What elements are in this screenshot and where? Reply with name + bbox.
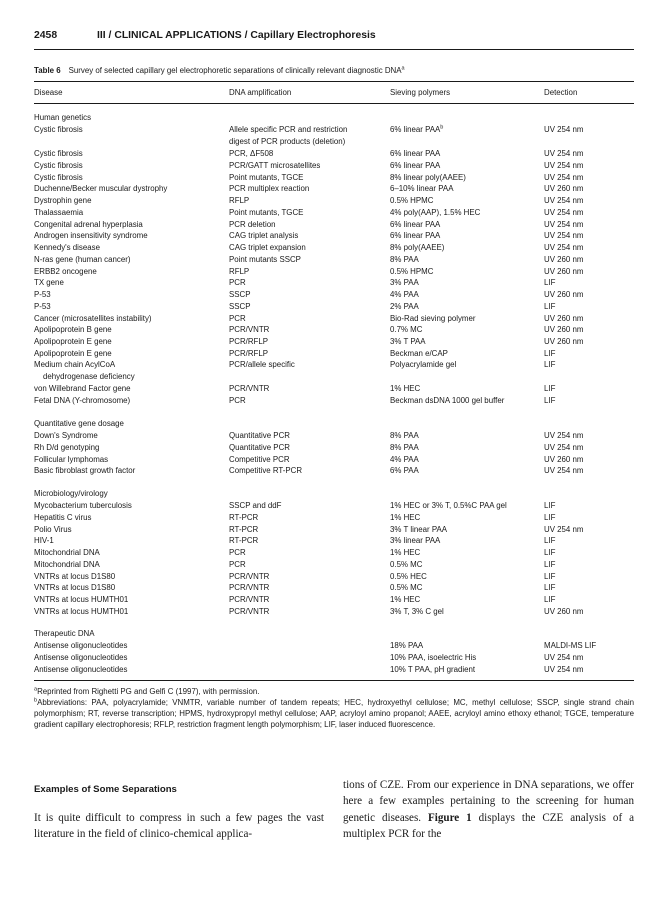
cell-amplification: Allele specific PCR and restriction bbox=[229, 125, 348, 134]
cell-disease: Apolipoprotein E gene bbox=[34, 337, 112, 346]
table-row bbox=[34, 652, 634, 663]
table-row bbox=[34, 442, 634, 453]
body-paragraph-right bbox=[343, 777, 634, 843]
cell-polymer: 6–10% linear PAA bbox=[390, 184, 454, 194]
cell-disease: N-ras gene (human cancer) bbox=[34, 254, 131, 264]
table-row bbox=[34, 606, 634, 617]
column-header-detection: Detection bbox=[544, 88, 578, 97]
cell-disease: Antisense oligonucleotides bbox=[34, 652, 128, 662]
cell-polymer: 18% PAA bbox=[390, 641, 424, 650]
table-row bbox=[34, 430, 634, 441]
cell-disease: Cystic fibrosis bbox=[34, 172, 83, 182]
cell-disease: Congenital adrenal hyperplasia bbox=[34, 219, 143, 229]
cell-amplification: PCR, ΔF508 bbox=[229, 149, 274, 158]
cell-polymer: 6% PAA bbox=[390, 466, 419, 476]
figure-reference-link[interactable]: Figure 1 bbox=[428, 811, 472, 824]
column-header-polymers: Sieving polymers bbox=[390, 88, 451, 97]
cell-detection: UV 260 nm bbox=[544, 184, 584, 194]
paragraph-text: displays the CZE analysis of a multiplex PCR for the bbox=[343, 811, 635, 841]
table-row bbox=[34, 359, 634, 370]
cell-detection: UV 254 nm bbox=[544, 231, 584, 241]
cell-detection: UV 254 nm bbox=[544, 207, 584, 217]
cell-polymer: 8% poly(AAEE) bbox=[390, 243, 445, 252]
cell-polymer: 1% HEC bbox=[390, 512, 421, 522]
caption-footnote-mark: a bbox=[401, 65, 405, 72]
cell-disease: P-53 bbox=[34, 290, 51, 299]
cell-amplification: RFLP bbox=[229, 266, 250, 276]
section-label: Microbiology/virology bbox=[34, 489, 108, 498]
table-row bbox=[34, 664, 634, 675]
footnote-b-text: Abbreviations: PAA, polyacrylamide; VNMTR, variable number of tandem repeats; HEC, hydroxyethyl cellulose; MC, methyl cellulose; SSCP, single strand chain polymorphism; RT, reverse transcription; HPMS, hydroxypropyl methyl cellulose; AAP, acryloyl amino propanol; AAEE, acryloyl amino ethoxy ethanol; TGCE, temperature gradient capillary electrophoresis; RFLP, restriction fragment length polymorphism; LIF, laser induced fluorescence. bbox=[34, 698, 634, 730]
cell-amplification: RT-PCR bbox=[229, 512, 259, 522]
cell-detection: UV 254 nm bbox=[544, 466, 584, 476]
cell-polymer: 4% PAA bbox=[390, 290, 419, 299]
footnote-b bbox=[34, 697, 634, 731]
cell-amplification: PCR/VNTR bbox=[229, 583, 270, 593]
table-row bbox=[34, 524, 634, 535]
cell-polymer: 4% PAA bbox=[390, 454, 419, 464]
table-label: Table 6 bbox=[34, 66, 61, 75]
cell-polymer: 0.5% HEC bbox=[390, 571, 427, 581]
table-caption-text: Survey of selected capillary gel electrophoretic separations of clinically relevant diagnostic DNA bbox=[68, 66, 402, 75]
cell-detection: LIF bbox=[544, 360, 556, 369]
cell-detection: UV 254 nm bbox=[544, 160, 584, 170]
cell-amplification: Point mutants SSCP bbox=[229, 254, 301, 264]
table-row bbox=[34, 348, 634, 359]
cell-polymer: 1% HEC bbox=[390, 595, 421, 604]
table-row bbox=[34, 195, 634, 206]
table-row bbox=[34, 183, 634, 194]
cell-polymer: 8% PAA bbox=[390, 254, 419, 264]
cell-amplification: Point mutants, TGCE bbox=[229, 172, 304, 182]
section-label: Human genetics bbox=[34, 113, 92, 122]
cell-disease: Mitochondrial DNA bbox=[34, 548, 100, 557]
cell-disease: Apolipoprotein E gene bbox=[34, 348, 112, 358]
cell-disease-cont: dehydrogenase deficiency bbox=[43, 372, 135, 381]
cell-detection: LIF bbox=[544, 559, 556, 569]
cell-disease: Antisense oligonucleotides bbox=[34, 664, 128, 674]
table-row bbox=[34, 465, 634, 476]
cell-amplification: PCR/GATT microsatellites bbox=[229, 160, 321, 170]
cell-disease: TX gene bbox=[34, 278, 64, 288]
cell-detection: UV 260 nm bbox=[544, 290, 584, 299]
paragraph-text: tions of CZE. From our experience in DNA separations, we offer here a few examples pertaining to the screening for human genetic diseases. bbox=[343, 779, 634, 824]
cell-polymer: Beckman dsDNA 1000 gel buffer bbox=[390, 395, 505, 405]
cell-amplification: PCR/VNTR bbox=[229, 606, 270, 616]
cell-amplification: PCR deletion bbox=[229, 219, 276, 229]
cell-amplification: Quantitative PCR bbox=[229, 431, 290, 440]
table-row bbox=[34, 254, 634, 265]
table-row bbox=[34, 336, 634, 347]
table-row bbox=[34, 219, 634, 230]
column-header-amplification: DNA amplification bbox=[229, 88, 292, 97]
cell-polymer: 6% linear PAA bbox=[390, 231, 441, 241]
cell-polymer bbox=[390, 124, 443, 135]
column-header-disease: Disease bbox=[34, 88, 63, 97]
cell-polymer: 0.7% MC bbox=[390, 325, 423, 335]
cell-polymer: 0.5% HPMC bbox=[390, 196, 434, 205]
cell-detection: LIF bbox=[544, 278, 556, 288]
cell-disease: Dystrophin gene bbox=[34, 196, 92, 205]
table-row bbox=[34, 500, 634, 511]
table-header-row bbox=[34, 88, 634, 100]
cell-polymer: 3% T PAA bbox=[390, 337, 426, 346]
cell-amplification: PCR/allele specific bbox=[229, 360, 295, 369]
cell-polymer: 1% HEC bbox=[390, 548, 421, 557]
cell-detection: UV 254 nm bbox=[544, 431, 584, 440]
cell-disease: Mitochondrial DNA bbox=[34, 559, 100, 569]
polymer-footnote-mark: b bbox=[440, 124, 444, 131]
cell-polymer: 0.5% MC bbox=[390, 559, 423, 569]
cell-amplification: CAG triplet expansion bbox=[229, 243, 306, 252]
cell-disease: Mycobacterium tuberculosis bbox=[34, 501, 132, 510]
cell-disease: Polio Virus bbox=[34, 524, 72, 534]
cell-detection: UV 260 nm bbox=[544, 454, 584, 464]
cell-detection: LIF bbox=[544, 501, 556, 510]
cell-amplification: PCR multiplex reaction bbox=[229, 184, 310, 194]
table-row bbox=[34, 172, 634, 183]
cell-amplification: Competitive PCR bbox=[229, 454, 290, 464]
polymer-text: 6% linear PAA bbox=[390, 125, 441, 134]
cell-disease: Cystic fibrosis bbox=[34, 160, 83, 170]
table-row bbox=[34, 124, 634, 135]
cell-amplification: PCR/RFLP bbox=[229, 348, 269, 358]
cell-amplification: PCR bbox=[229, 395, 246, 405]
cell-disease: Duchenne/Becker muscular dystrophy bbox=[34, 184, 168, 194]
cell-disease: Androgen insensitivity syndrome bbox=[34, 231, 148, 241]
cell-detection: UV 260 nm bbox=[544, 254, 584, 264]
running-title: III / CLINICAL APPLICATIONS / Capillary Electrophoresis bbox=[97, 30, 376, 41]
table-row bbox=[34, 289, 634, 300]
table-row bbox=[34, 301, 634, 312]
footnote-a-mark: a bbox=[34, 686, 38, 693]
cell-polymer: 6% linear PAA bbox=[390, 160, 441, 170]
footnote-a-text: Reprinted from Righetti PG and Gelfi C (1997), with permission. bbox=[37, 687, 260, 696]
cell-amplification: Quantitative PCR bbox=[229, 442, 290, 452]
cell-detection: UV 254 nm bbox=[544, 652, 584, 662]
cell-disease: Rh D/d genotyping bbox=[34, 442, 100, 452]
cell-amplification: Point mutants, TGCE bbox=[229, 207, 304, 217]
table-row bbox=[34, 395, 634, 406]
cell-amplification: SSCP bbox=[229, 301, 251, 311]
cell-disease: Cystic fibrosis bbox=[34, 125, 83, 134]
cell-amplification: Competitive RT-PCR bbox=[229, 466, 303, 476]
footnote-a bbox=[34, 686, 634, 697]
cell-detection: UV 254 nm bbox=[544, 196, 584, 205]
cell-detection: LIF bbox=[544, 512, 556, 522]
cell-polymer: Polyacrylamide gel bbox=[390, 360, 457, 369]
cell-detection: UV 254 nm bbox=[544, 219, 584, 229]
cell-disease: von Willebrand Factor gene bbox=[34, 384, 131, 393]
section-label: Therapeutic DNA bbox=[34, 629, 95, 638]
cell-polymer: 2% PAA bbox=[390, 301, 419, 311]
table-top-rule bbox=[34, 81, 634, 82]
cell-polymer: 10% T PAA, pH gradient bbox=[390, 664, 476, 674]
cell-detection: LIF bbox=[544, 536, 556, 546]
cell-detection: UV 260 nm bbox=[544, 266, 584, 276]
cell-amplification: RT-PCR bbox=[229, 536, 259, 546]
table-row bbox=[34, 242, 634, 253]
table-row bbox=[34, 160, 634, 171]
cell-amplification: PCR/VNTR bbox=[229, 384, 270, 393]
cell-detection: LIF bbox=[544, 595, 556, 604]
cell-disease: Down's Syndrome bbox=[34, 431, 98, 440]
cell-polymer: 4% poly(AAP), 1.5% HEC bbox=[390, 207, 481, 217]
cell-disease: Cystic fibrosis bbox=[34, 149, 83, 158]
cell-disease: Medium chain AcylCoA bbox=[34, 360, 116, 369]
cell-amplification: SSCP bbox=[229, 290, 251, 299]
table-row bbox=[34, 324, 634, 335]
cell-amplification: CAG triplet analysis bbox=[229, 231, 299, 241]
cell-disease: Apolipoprotein B gene bbox=[34, 325, 112, 335]
cell-detection: LIF bbox=[544, 571, 556, 581]
cell-detection: UV 254 nm bbox=[544, 442, 584, 452]
table-row bbox=[34, 230, 634, 241]
cell-amplification: SSCP and ddF bbox=[229, 501, 282, 510]
cell-amplification: PCR bbox=[229, 278, 246, 288]
table-caption bbox=[34, 66, 634, 75]
table-row bbox=[34, 383, 634, 394]
table-row bbox=[34, 582, 634, 593]
page-number: 2458 bbox=[34, 30, 58, 41]
cell-detection: LIF bbox=[544, 348, 556, 358]
section-heading-microbiology bbox=[34, 488, 634, 499]
cell-amplification: PCR/RFLP bbox=[229, 337, 269, 346]
footnote-b-mark: b bbox=[34, 697, 38, 704]
cell-polymer: 3% linear PAA bbox=[390, 536, 441, 546]
cell-amplification: PCR/VNTR bbox=[229, 571, 270, 581]
cell-disease: VNTRs at locus D1S80 bbox=[34, 571, 116, 581]
cell-disease: Cancer (microsatellites instability) bbox=[34, 313, 152, 323]
cell-detection: UV 260 nm bbox=[544, 325, 584, 335]
cell-detection: UV 254 nm bbox=[544, 524, 584, 534]
table-row bbox=[34, 454, 634, 465]
cell-detection: MALDI-MS LIF bbox=[544, 641, 597, 650]
table-row-continuation bbox=[34, 371, 634, 382]
cell-amplification: RFLP bbox=[229, 196, 250, 205]
cell-disease: Follicular lymphomas bbox=[34, 454, 109, 464]
cell-detection: UV 254 nm bbox=[544, 125, 584, 134]
cell-polymer: 6% linear PAA bbox=[390, 149, 441, 158]
cell-polymer: 8% PAA bbox=[390, 431, 419, 440]
table-row-continuation bbox=[34, 136, 634, 147]
table-bottom-rule bbox=[34, 680, 634, 681]
table-row bbox=[34, 512, 634, 523]
cell-detection: LIF bbox=[544, 301, 556, 311]
cell-polymer: 3% PAA bbox=[390, 278, 419, 288]
cell-detection: UV 254 nm bbox=[544, 149, 584, 158]
table-header-rule bbox=[34, 103, 634, 104]
cell-amplification-cont: digest of PCR products (deletion) bbox=[229, 137, 346, 146]
table-row bbox=[34, 277, 634, 288]
cell-disease: Basic fibroblast growth factor bbox=[34, 466, 136, 476]
table-row bbox=[34, 547, 634, 558]
section-heading: Examples of Some Separations bbox=[34, 784, 177, 795]
cell-detection: UV 254 nm bbox=[544, 243, 584, 252]
cell-polymer: 8% PAA bbox=[390, 442, 419, 452]
cell-detection: LIF bbox=[544, 548, 556, 557]
table-row bbox=[34, 313, 634, 324]
table-row bbox=[34, 266, 634, 277]
table-row bbox=[34, 571, 634, 582]
cell-detection: LIF bbox=[544, 395, 556, 405]
cell-polymer: Bio-Rad sieving polymer bbox=[390, 313, 476, 323]
cell-amplification: PCR/VNTR bbox=[229, 325, 270, 335]
table-row bbox=[34, 594, 634, 605]
cell-polymer: 10% PAA, isoelectric His bbox=[390, 652, 477, 662]
cell-polymer: Beckman e/CAP bbox=[390, 348, 448, 358]
cell-polymer: 1% HEC bbox=[390, 384, 421, 393]
cell-polymer: 8% linear poly(AAEE) bbox=[390, 172, 466, 182]
cell-disease: ERBB2 oncogene bbox=[34, 266, 97, 276]
cell-amplification: PCR bbox=[229, 548, 246, 557]
section-heading-therapeutic bbox=[34, 628, 634, 639]
cell-detection: LIF bbox=[544, 583, 556, 593]
cell-detection: UV 254 nm bbox=[544, 664, 584, 674]
cell-disease: Fetal DNA (Y-chromosome) bbox=[34, 395, 131, 405]
cell-detection: LIF bbox=[544, 384, 556, 393]
cell-polymer: 3% T, 3% C gel bbox=[390, 606, 444, 616]
cell-polymer: 0.5% MC bbox=[390, 583, 423, 593]
cell-amplification: PCR bbox=[229, 559, 246, 569]
body-paragraph-left: It is quite difficult to compress in such a few pages the vast literature in the field of clinico-chemical applica- bbox=[34, 812, 324, 841]
section-heading-quantitative bbox=[34, 418, 634, 429]
cell-amplification: RT-PCR bbox=[229, 524, 259, 534]
cell-disease: Kennedy's disease bbox=[34, 243, 100, 252]
cell-polymer: 1% HEC or 3% T, 0.5%C PAA gel bbox=[390, 501, 507, 510]
cell-disease: P-53 bbox=[34, 301, 51, 311]
table-row bbox=[34, 640, 634, 651]
table-row bbox=[34, 207, 634, 218]
cell-detection: UV 254 nm bbox=[544, 172, 584, 182]
cell-disease: HIV-1 bbox=[34, 536, 54, 546]
table-row bbox=[34, 148, 634, 159]
cell-disease: Hepatitis C virus bbox=[34, 512, 92, 522]
cell-disease: Thalassaemia bbox=[34, 207, 84, 217]
table-row bbox=[34, 535, 634, 546]
cell-polymer: 0.5% HPMC bbox=[390, 266, 434, 276]
cell-amplification: PCR/VNTR bbox=[229, 595, 270, 604]
cell-amplification: PCR bbox=[229, 313, 246, 323]
table-row bbox=[34, 559, 634, 570]
section-label: Quantitative gene dosage bbox=[34, 419, 124, 428]
cell-polymer: 3% T linear PAA bbox=[390, 524, 448, 534]
cell-disease: VNTRs at locus HUMTH01 bbox=[34, 606, 129, 616]
cell-detection: UV 260 nm bbox=[544, 337, 584, 346]
cell-disease: VNTRs at locus HUMTH01 bbox=[34, 595, 129, 604]
cell-disease: Antisense oligonucleotides bbox=[34, 641, 128, 650]
cell-disease: VNTRs at locus D1S80 bbox=[34, 583, 116, 593]
cell-detection: UV 260 nm bbox=[544, 313, 584, 323]
section-heading-human-genetics bbox=[34, 112, 634, 123]
cell-detection: UV 260 nm bbox=[544, 606, 584, 616]
cell-polymer: 6% linear PAA bbox=[390, 219, 441, 229]
page-header bbox=[34, 30, 634, 50]
